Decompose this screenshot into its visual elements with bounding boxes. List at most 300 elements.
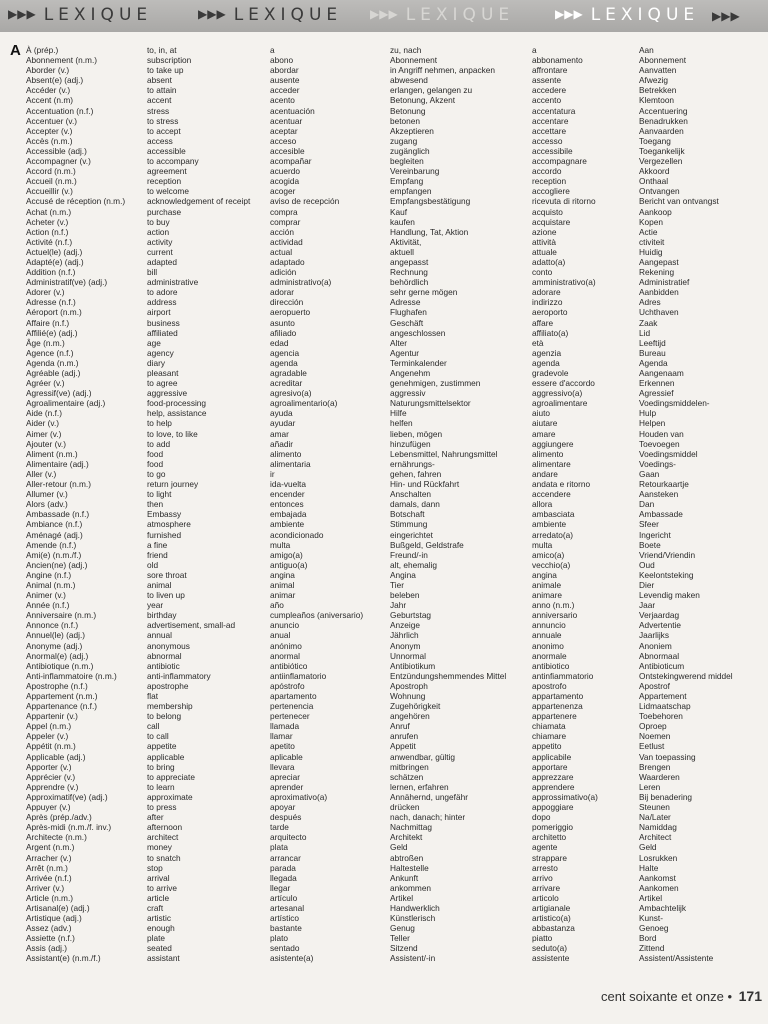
entry-spanish: alimentaria [270,458,311,469]
entry-french: Architecte (n.m.) [26,832,87,843]
entry-french: Adapté(e) (adj.) [26,256,84,267]
entry-english: to appreciate [147,771,195,782]
entry-english: bill [147,267,158,278]
entry-french: Aéroport (n.m.) [26,307,82,318]
footer-text: cent soixante et onze [600,989,724,1004]
entry-italian: architetto [532,832,567,843]
entry-italian: annuale [532,630,562,641]
arrows-icon: ▶▶▶ [8,7,36,21]
entry-german: Jahr [390,600,407,611]
entry-italian: accesso [532,135,563,146]
entry-english: accessible [147,145,186,156]
entry-german: Terminkalender [390,357,447,368]
entry-german: eingerichtet [390,529,433,540]
entry-italian: abbastanza [532,923,575,934]
entry-spanish: entonces [270,499,304,510]
entry-german: damals, dann [390,499,440,510]
entry-dutch: Antibioticum [639,660,685,671]
entry-english: business [147,317,180,328]
entry-spanish: agroalimentario(a) [270,398,338,409]
entry-dutch: Actie [639,226,658,237]
entry-spanish: ir [270,468,275,479]
entry-english: afternoon [147,822,183,833]
entry-italian: strappare [532,852,568,863]
entry-italian: chiamata [532,721,566,732]
entry-italian: arrivare [532,882,561,893]
entry-italian: indirizzo [532,297,563,308]
entry-spanish: agencia [270,347,300,358]
entry-italian: accento [532,95,562,106]
entry-italian: ambiente [532,519,567,530]
entry-spanish: acondicionado [270,529,324,540]
entry-english: to stress [147,115,179,126]
entry-spanish: aceptar [270,125,298,136]
entry-italian: arredato(a) [532,529,574,540]
entry-english: abnormal [147,650,182,661]
entry-spanish: adaptado [270,256,305,267]
entry-dutch: Aangenaam [639,368,684,378]
entry-german: helfen [390,418,413,429]
entry-english: to buy [147,216,170,227]
entry-spanish: encender [270,489,305,500]
entry-italian: amministrativo(a) [532,277,596,288]
entry-german: ankommen [390,882,432,893]
entry-french: Accord (n.m.) [26,166,76,177]
entry-spanish: accesible [270,145,305,156]
entry-english: acknowledgement of receipt [147,196,251,207]
entry-dutch: Agressief [639,388,674,399]
entry-french: Assiette (n.f.) [26,933,75,944]
entry-spanish: anormal [270,650,300,661]
entry-german: Appetit [390,741,416,752]
entry-french: Accessible (adj.) [26,145,87,156]
entry-spanish: llamar [270,731,293,742]
entry-english: friend [147,549,168,560]
entry-english: to snatch [147,852,181,863]
entry-english: help, assistance [147,408,207,419]
entry-spanish: arquitecto [270,832,307,843]
entry-german: Annähernd, ungefähr [390,791,468,802]
entry-dutch: Voedings- [639,458,676,469]
entry-german: aktuell [390,246,414,257]
entry-italian: andare [532,468,558,479]
entry-french: Affilié(e) (adj.) [26,327,78,338]
entry-french: Apporter (v.) [26,761,72,772]
entry-spanish: artístico [270,913,300,924]
entry-dutch: Artikel [639,892,663,903]
entry-french: Annuel(le) (adj.) [26,630,86,641]
entry-italian: dopo [532,812,551,823]
entry-french: Action (n.f.) [26,226,69,237]
entry-dutch: Bericht van ontvangst [639,196,719,207]
entry-french: Accueillir (v.) [26,186,73,197]
entry-french: Anniversaire (n.m.) [26,610,97,621]
entry-english: action [147,226,170,237]
entry-english: flat [147,691,159,701]
entry-spanish: aproximativo(a) [270,791,328,802]
entry-english: after [147,812,164,823]
entry-italian: appetito [532,741,562,752]
entry-dutch: Toegankelijk [639,145,685,156]
header-title-1: ▶▶▶ LEXIQUE [8,5,153,25]
entry-german: angeschlossen [390,327,446,338]
entry-dutch: Onthaal [639,176,669,187]
entry-french: Actuel(le) (adj.) [26,246,83,257]
entry-italian: acquisto [532,206,563,217]
entry-german: Botschaft [390,509,425,520]
entry-german: Handlung, Tat, Aktion [390,226,469,237]
entry-dutch: Oud [639,559,655,570]
entry-french: Abonnement (n.m.) [26,55,98,66]
entry-german: Flughafen [390,307,427,318]
entry-german: Lebensmittel, Nahrungsmittel [390,448,498,459]
entry-german: Stimmung [390,519,428,530]
entry-italian: aggressivo(a) [532,388,583,399]
entry-italian: gradevole [532,368,569,378]
entry-english: affiliated [147,327,178,338]
entry-english: to add [147,438,171,449]
entry-german: abtroßen [390,852,424,863]
footer-bullet: • [727,989,733,1004]
entry-english: return journey [147,479,199,490]
entry-english: a fine [147,539,168,550]
entry-german: anwendbar, gültig [390,751,456,762]
entry-french: Appartenance (n.f.) [26,701,98,712]
entry-french: Activité (n.f.) [26,236,73,247]
entry-dutch: Lidmaatschap [639,701,691,712]
entry-italian: annuncio [532,620,566,631]
entry-italian: pomeriggio [532,822,574,833]
entry-spanish: amar [270,428,289,439]
column-french [26,45,144,964]
entry-italian: anno (n.m.) [532,600,575,611]
entry-french: Artisanal(e) (adj.) [26,902,90,913]
entry-german: Empfang [390,176,424,187]
entry-english: diary [147,357,165,368]
entry-french: Arracher (v.) [26,852,72,863]
entry-dutch: Klemtoon [639,95,675,106]
entry-german: zugänglich [390,145,430,156]
entry-french: Aide (n.f.) [26,408,62,419]
entry-german: Hin- und Rückfahrt [390,479,460,490]
entry-dutch: Uchthaven [639,307,679,318]
entry-dutch: Administratief [639,277,690,288]
entry-english: seated [147,943,172,954]
entry-spanish: adición [270,267,297,278]
entry-dutch: Noemen [639,731,671,742]
entry-spanish: después [270,812,302,823]
entry-english: apostrophe [147,680,189,691]
entry-italian: accettare [532,125,567,136]
entry-italian: adorare [532,287,561,298]
entry-german: Akzeptieren [390,125,434,136]
entry-dutch: Aanvatten [639,65,677,76]
entry-dutch: Benadrukken [639,115,688,126]
entry-spanish: agenda [270,357,298,368]
entry-dutch: Keelontsteking [639,569,694,580]
entry-german: Haltestelle [390,862,429,873]
entry-dutch: Geld [639,842,657,853]
entry-spanish: ambiente [270,519,305,530]
entry-italian: applicabile [532,751,572,762]
entry-spanish: acompañar [270,156,312,167]
entry-french: Ami(e) (n.m./f.) [26,549,82,560]
entry-english: reception [147,176,182,187]
entry-german: zu, nach [390,45,422,55]
entry-french: Animal (n.m.) [26,579,76,590]
entry-french: Ajouter (v.) [26,438,66,449]
entry-spanish: animal [270,579,295,590]
entry-italian: approssimativo(a) [532,791,598,802]
entry-italian: essere d'accordo [532,378,595,389]
entry-english: article [147,892,170,903]
entry-italian: anormale [532,650,567,661]
entry-german: Anonym [390,640,421,651]
entry-german: Wohnung [390,691,426,701]
entry-dutch: Ambassade [639,509,683,520]
entry-italian: antinfiammatorio [532,670,594,681]
entry-spanish: aplicable [270,751,303,762]
entry-italian: alimento [532,448,564,459]
entry-french: Appeler (v.) [26,731,69,742]
entry-english: to help [147,418,172,429]
entry-italian: andata e ritorno [532,479,591,490]
entry-dutch: Architect [639,832,672,843]
entry-italian: affrontare [532,65,568,76]
entry-italian: artistico(a) [532,913,571,924]
entry-italian: accessibile [532,145,573,156]
entry-german: gehen, fahren [390,468,442,479]
entry-english: age [147,337,161,348]
entry-italian: adatto(a) [532,256,566,267]
column-english [147,45,265,964]
entry-german: Assistent/-in [390,953,436,964]
entry-spanish: anuncio [270,620,300,631]
entry-german: begleiten [390,156,424,167]
entry-dutch: Ontvangen [639,186,680,197]
entry-spanish: antibiótico [270,660,308,671]
entry-german: Handwerklich [390,902,440,913]
entry-dutch: Toebehoren [639,711,683,722]
entry-spanish: acento [270,95,295,106]
entry-german: Abonnement [390,55,438,66]
entry-spanish: acceso [270,135,297,146]
entry-german: Anruf [390,721,410,732]
entry-french: Agressif(ve) (adj.) [26,388,92,399]
entry-italian: arresto [532,862,558,873]
entry-italian: agenzia [532,347,562,358]
entry-french: Article (n.m.) [26,892,74,903]
entry-english: stop [147,862,163,873]
entry-dutch: Levendig maken [639,590,700,601]
entry-spanish: aviso de recepción [270,196,340,207]
entry-spanish: llegar [270,882,291,893]
entry-french: Animer (v.) [26,590,66,601]
entry-italian: seduto(a) [532,943,568,954]
entry-german: Nachmittag [390,822,432,833]
entry-dutch: Helpen [639,418,666,429]
entry-dutch: Adres [639,297,661,308]
entry-french: Accès (n.m.) [26,135,73,146]
entry-dutch: Ingericht [639,529,671,540]
entry-dutch: Dier [639,579,655,590]
entry-english: membership [147,701,193,712]
entry-german: hinzufügen [390,438,431,449]
entry-spanish: parada [270,862,296,873]
entry-french: Arriver (v.) [26,882,65,893]
entry-spanish: plata [270,842,288,853]
entry-german: Sitzend [390,943,418,954]
entry-french: Alors (adv.) [26,499,68,510]
entry-english: anonymous [147,640,190,651]
entry-spanish: artesanal [270,902,305,913]
entry-italian: ricevuta di ritorno [532,196,596,207]
entry-french: Antibiotique (n.m.) [26,660,94,671]
entry-english: subscription [147,55,192,66]
entry-french: Aller (v.) [26,468,57,479]
entry-italian: agroalimentare [532,398,588,409]
entry-dutch: Aangepast [639,256,679,267]
entry-german: zugang [390,135,418,146]
entry-french: Agence (n.f.) [26,347,74,358]
entry-spanish: compra [270,206,298,217]
entry-dutch: Ambachtelijk [639,902,687,913]
arrows-icon: ▶▶▶ [555,7,583,21]
entry-english: to bring [147,761,175,772]
entry-english: animal [147,579,172,590]
entry-english: money [147,842,172,853]
entry-dutch: Accentuering [639,105,688,116]
entry-english: call [147,721,160,732]
entry-spanish: comprar [270,216,301,227]
entry-german: Rechnung [390,267,428,278]
entry-french: Amende (n.f.) [26,539,77,550]
entry-french: Assez (adv.) [26,923,72,934]
entry-german: Zugehörigkeit [390,701,441,712]
entry-spanish: administrativo(a) [270,277,332,288]
entry-french: Accéder (v.) [26,85,71,96]
header-title-3: ▶▶▶ LEXIQUE [370,5,515,25]
entry-spanish: a [270,45,275,55]
entry-french: Alimentaire (adj.) [26,458,89,469]
entry-german: schätzen [390,771,424,782]
column-dutch [639,45,764,964]
entry-spanish: acoger [270,186,296,197]
entry-italian: accedere [532,85,567,96]
entry-dutch: Aankoop [639,206,672,217]
entry-dutch: Boete [639,539,661,550]
entry-english: craft [147,902,164,913]
entry-italian: aeroporto [532,307,568,318]
entry-spanish: llevara [270,761,295,772]
entry-german: Angenehm [390,368,431,378]
entry-spanish: añadir [270,438,294,449]
entry-italian: appartamento [532,691,584,701]
entry-dutch: Halte [639,862,659,873]
entry-english: activity [147,236,173,247]
entry-spanish: ausente [270,75,300,86]
entry-german: Agentur [390,347,420,358]
entry-spanish: ida-vuelta [270,479,306,490]
entry-spanish: pertenecer [270,711,310,722]
entry-spanish: acentuación [270,105,315,116]
entry-italian: attuale [532,246,557,257]
column-italian [532,45,634,964]
entry-italian: accordo [532,166,562,177]
entry-french: Agroalimentaire (adj.) [26,398,106,409]
entry-spanish: acción [270,226,294,237]
entry-english: plate [147,933,165,944]
entry-italian: accentare [532,115,569,126]
entry-french: Absent(e) (adj.) [26,75,84,86]
arrows-icon: ▶▶▶ [198,7,226,21]
entry-italian: apprendere [532,781,575,792]
entry-german: Alter [390,337,408,348]
entry-german: Geschäft [390,317,424,328]
entry-italian: vecchio(a) [532,559,571,570]
entry-italian: amare [532,428,556,439]
entry-english: anti-inflammatory [147,670,211,681]
entry-french: Artistique (adj.) [26,913,82,924]
entry-italian: aiuto [532,408,550,419]
entry-french: Agréer (v.) [26,378,65,389]
entry-german: Empfangsbestätigung [390,196,471,207]
entry-french: Agréable (adj.) [26,368,81,378]
entry-italian: angina [532,569,557,580]
entry-dutch: Houden van [639,428,684,439]
entry-dutch: Appartement [639,691,687,701]
entry-english: old [147,559,159,570]
page-header [0,0,768,32]
entry-english: pleasant [147,368,179,378]
entry-italian: articolo [532,892,559,903]
entry-german: Artikel [390,892,414,903]
entry-italian: alimentare [532,458,571,469]
entry-german: Betonung [390,105,426,116]
entry-italian: appartenere [532,711,577,722]
entry-dutch: Van toepassing [639,751,696,762]
entry-italian: accendere [532,489,571,500]
entry-french: Arrivée (n.f.) [26,872,72,883]
entry-dutch: Kunst- [639,913,663,924]
entry-spanish: pertenencia [270,701,314,712]
entry-spanish: año [270,600,284,611]
entry-german: genehmigen, zustimmen [390,378,481,389]
entry-italian: aiutare [532,418,558,429]
entry-italian: appoggiare [532,802,574,813]
entry-german: Naturungsmittelsektor [390,398,471,409]
entry-french: Adresse (n.f.) [26,297,76,308]
entry-dutch: Na/Later [639,812,671,823]
entry-french: Aider (v.) [26,418,60,429]
entry-english: atmosphere [147,519,191,530]
entry-spanish: bastante [270,923,302,934]
entry-german: Anschalten [390,489,432,500]
entry-spanish: acreditar [270,378,303,389]
entry-french: Après (prép./adv.) [26,812,92,823]
entry-french: Appétit (n.m.) [26,741,76,752]
entry-french: Affaire (n.f.) [26,317,70,328]
entry-french: Aliment (n.m.) [26,448,78,459]
entry-dutch: Betrekken [639,85,677,96]
entry-dutch: Zittend [639,943,665,954]
entry-english: absent [147,75,172,86]
entry-french: Ancien(ne) (adj.) [26,559,88,570]
entry-english: agency [147,347,174,358]
entry-spanish: tarde [270,822,289,833]
entry-dutch: Sfeer [639,519,659,530]
entry-english: arrival [147,872,170,883]
